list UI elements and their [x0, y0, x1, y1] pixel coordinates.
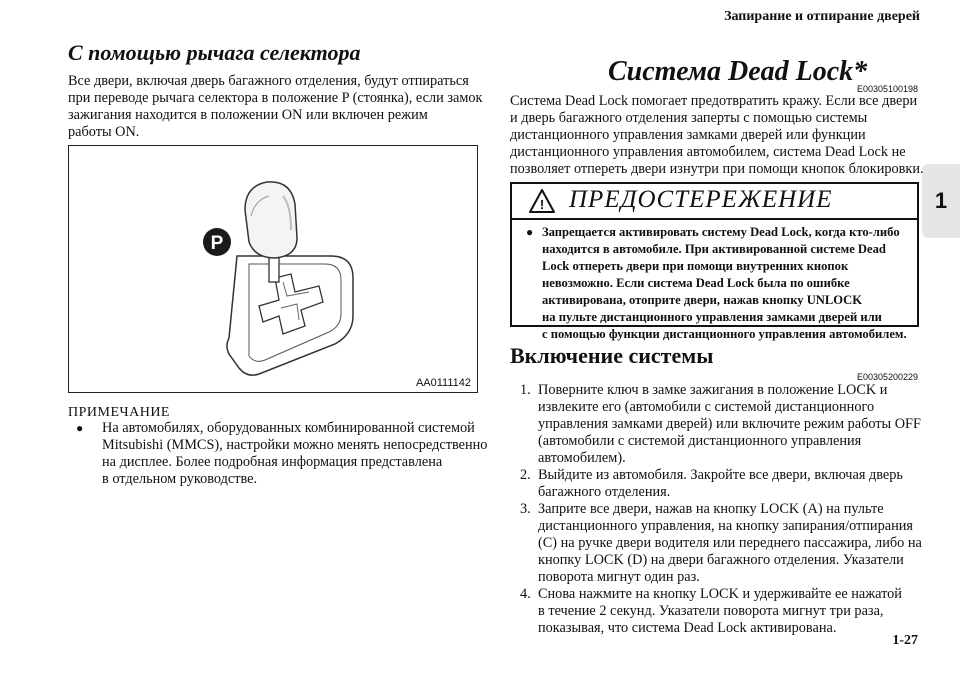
page-number: 1-27 — [892, 633, 918, 648]
step-line: (автомобили с системой дистанционного управления — [538, 433, 862, 449]
bullet-icon: ● — [526, 225, 534, 239]
step-line: показывая, что система Dead Lock активирована. — [538, 620, 837, 636]
paragraph-line: работы ON. — [68, 124, 140, 140]
note-title: ПРИМЕЧАНИЕ — [68, 405, 170, 420]
step-line: дистанционного управления, на кнопку запирания/отпирания — [538, 518, 913, 534]
step-number: 4. — [520, 586, 531, 602]
step-line: в течение 2 секунд. Указатели поворота мигнут три раза, — [538, 603, 884, 619]
chapter-number: 1 — [934, 188, 948, 213]
paragraph-line: при переводе рычага селектора в положение P (стоянка), если замок — [68, 90, 483, 106]
step-item — [520, 586, 922, 637]
paragraph-line: позволяет отпереть двери изнутри при помощи кнопок блокировки. — [510, 161, 924, 177]
note-line: Mitsubishi (MMCS), настройки можно менять непосредственно — [102, 437, 488, 453]
paragraph-line: Все двери, включая дверь багажного отделения, будут отпираться — [68, 73, 469, 89]
warning-box — [510, 182, 919, 341]
warning-line: Lock отпереть двери при помощи внутренних кнопок — [542, 259, 849, 273]
subheading-code: E00305200229 — [856, 372, 918, 382]
step-line: багажного отделения. — [538, 484, 671, 500]
paragraph-line: и дверь багажного отделения заперты с помощью системы — [510, 110, 868, 126]
warning-line: активирована, отоприте двери, нажав кнопку UNLOCK — [542, 293, 862, 307]
step-number: 2. — [520, 467, 531, 483]
paragraph-line: зажигания находится в положении ON или включен режим — [68, 107, 428, 123]
step-line: Выйдите из автомобиля. Закройте все двери, включая дверь — [538, 467, 903, 483]
step-item — [520, 501, 922, 586]
chapter-tab — [922, 164, 960, 238]
subheading: Включение системы — [510, 343, 714, 368]
figure-code: AA0111142 — [415, 377, 471, 389]
selector-lever-figure — [68, 145, 478, 393]
paragraph-line: дистанционного управления замками дверей или функции — [510, 127, 866, 143]
warning-line: находится в автомобиле. При активированной системе Dead — [542, 242, 886, 256]
step-line: управления замками дверей) или включите режим работы OFF — [538, 416, 921, 432]
note-line: на дисплее. Более подробная информация представлена — [102, 454, 443, 470]
step-line: Поверните ключ в замке зажигания в положение LOCK и — [538, 382, 888, 398]
step-line: автомобилем). — [538, 450, 626, 466]
steps-list — [520, 382, 922, 637]
warning-line: с помощью функции дистанционного управления автомобилем. — [542, 327, 907, 341]
paragraph-line: Система Dead Lock помогает предотвратить кражу. Если все двери — [510, 93, 918, 109]
step-line: кнопку LOCK (D) на двери багажного отделения. Указатели — [538, 552, 904, 568]
warning-line: невозможно. Если система Dead Lock была по ошибке — [542, 276, 850, 290]
warning-line: Запрещается активировать систему Dead Lock, когда кто-либо — [542, 225, 900, 239]
paragraph-line: дистанционного управления автомобилем, система Dead Lock не — [510, 144, 906, 160]
warning-icon-mark: ! — [539, 197, 545, 212]
step-item — [520, 467, 922, 501]
step-line: извлеките его (автомобили с системой дистанционного — [538, 399, 875, 415]
step-item — [520, 382, 922, 467]
warning-title: ПРЕДОСТЕРЕЖЕНИЕ — [569, 186, 833, 213]
left-heading: С помощью рычага селектора — [68, 40, 361, 65]
bullet-icon: ● — [76, 421, 84, 435]
left-paragraph — [68, 73, 482, 141]
park-p-label: P — [210, 233, 224, 254]
right-heading-code: E00305100198 — [856, 84, 918, 94]
running-title: Запирание и отпирание дверей — [724, 9, 920, 24]
step-line: Снова нажмите на кнопку LOCK и удерживайте ее нажатой — [538, 586, 902, 602]
step-line: поворота мигнут один раз. — [538, 569, 700, 585]
selector-lever-illustration — [69, 146, 477, 392]
step-line: (C) на ручке двери водителя или переднего пассажира, либо на — [538, 535, 922, 551]
warning-triangle-icon — [528, 188, 556, 214]
warning-line: на пульте дистанционного управления замками дверей или — [542, 310, 882, 324]
right-paragraph — [510, 93, 924, 178]
note-body — [78, 420, 487, 488]
step-number: 3. — [520, 501, 531, 517]
warning-text — [526, 224, 907, 343]
step-number: 1. — [520, 382, 531, 398]
warning-header — [512, 184, 917, 220]
right-heading: Система Dead Lock* — [608, 56, 868, 87]
note-line: в отдельном руководстве. — [102, 471, 258, 487]
step-line: Заприте все двери, нажав на кнопку LOCK (A) на пульте — [538, 501, 884, 517]
note-line: На автомобилях, оборудованных комбинированной системой — [102, 420, 475, 436]
